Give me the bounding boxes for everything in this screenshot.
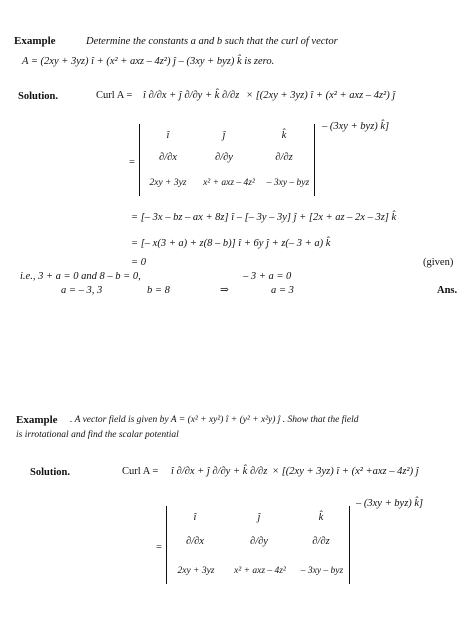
det2-k: k̂ <box>318 512 324 523</box>
solution1-label: Solution. <box>18 91 58 102</box>
solution2-cross: × [(2xy + 3yz) î + (x² +axz – 4z²) ĵ <box>272 466 419 477</box>
det2-dy: ∂/∂y <box>250 536 268 547</box>
det2-r: – 3xy – byz <box>300 566 344 576</box>
solution1-ie: i.e., 3 + a = 0 and 8 – b = 0, <box>20 271 141 282</box>
example2-text2: is irrotational and find the scalar potential <box>16 430 179 440</box>
det2-dx: ∂/∂x <box>186 536 204 547</box>
solution1-line3: = 0 <box>131 257 146 268</box>
solution2-operator: î ∂/∂x + ĵ ∂/∂y + k̂ ∂/∂z <box>171 466 268 477</box>
solution2-label: Solution. <box>30 467 70 478</box>
solution1-determinant <box>139 124 315 196</box>
solution1-given: (given) <box>423 257 454 268</box>
example2-text: . A vector field is given by A = (x² + xy²) î + (y² + x²y) ĵ . Show that the field <box>70 415 359 425</box>
solution2-determinant <box>166 506 350 584</box>
det1-j: ĵ <box>222 130 226 141</box>
det1-i: î <box>166 130 170 141</box>
det2-j: ĵ <box>257 512 261 523</box>
det1-dy: ∂/∂y <box>215 152 233 163</box>
det1-dz: ∂/∂z <box>275 152 293 163</box>
solution1-res-b: b = 8 <box>147 285 170 296</box>
det1-q: x² + axz – 4z² <box>203 178 255 188</box>
det2-q: x² + axz – 4z² <box>234 566 286 576</box>
example1-label: Example <box>14 35 56 47</box>
solution2-cross-cont: – (3xy + byz) k̂] <box>356 498 424 509</box>
solution1-cross: × [(2xy + 3yz) î + (x² + axz – 4z²) ĵ <box>246 90 396 101</box>
solution1-res-c: a = 3 <box>271 285 294 296</box>
solution1-res-a: a = – 3, 3 <box>61 285 103 296</box>
det1-k: k̂ <box>281 130 287 141</box>
det2-dz: ∂/∂z <box>312 536 330 547</box>
det1-p: 2xy + 3yz <box>149 178 187 188</box>
det2-p: 2xy + 3yz <box>177 566 215 576</box>
det1-r: – 3xy – byz <box>266 178 310 188</box>
solution2-equals: = <box>156 542 162 553</box>
det2-i: î <box>193 512 197 523</box>
solution1-operator: î ∂/∂x + ĵ ∂/∂y + k̂ ∂/∂z <box>143 90 240 101</box>
example1-prompt: Determine the constants a and b such that the curl of vector <box>86 36 338 47</box>
solution1-cross-cont: – (3xy + byz) k̂] <box>322 121 390 132</box>
solution1-equals: = <box>129 157 135 168</box>
solution1-line1: = [– 3x – bz – ax + 8z] î – [– 3y – 3y] ĵ + [2x + az – 2x – 3z] k̂ <box>131 212 397 223</box>
example2-label: Example <box>16 414 58 426</box>
solution1-line2: = [– x(3 + a) + z(8 – b)] î + 6y ĵ + z(– 3 + a) k̂ <box>131 238 331 249</box>
solution2-curl: Curl A = <box>122 466 159 477</box>
solution1-ie-b: – 3 + a = 0 <box>243 271 292 282</box>
example1-vector: A = (2xy + 3yz) î + (x² + axz – 4z²) ĵ – (3xy + byz) k̂ is zero. <box>22 56 275 67</box>
solution1-curl: Curl A = <box>96 90 133 101</box>
det1-dx: ∂/∂x <box>159 152 177 163</box>
solution1-ans: Ans. <box>437 285 458 296</box>
implies-icon: ⇒ <box>220 285 229 296</box>
